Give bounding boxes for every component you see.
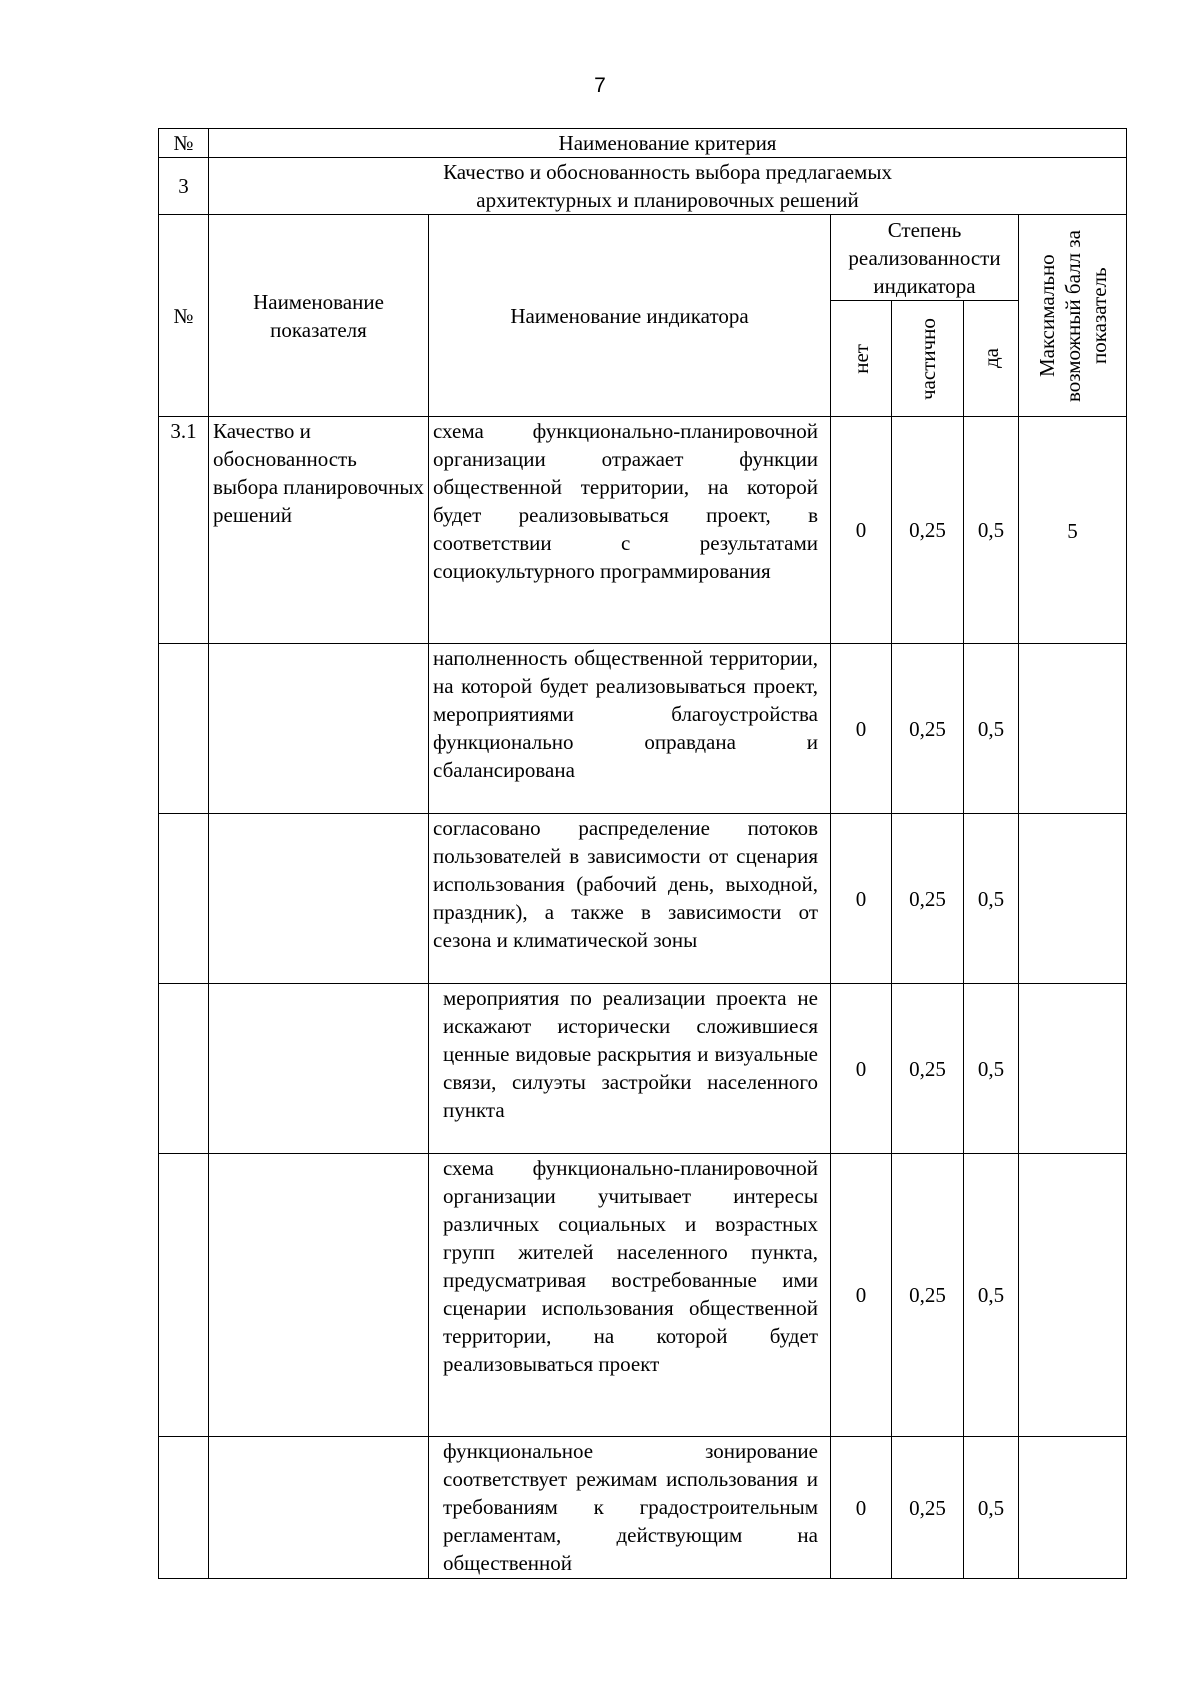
indicator-name (209, 644, 429, 814)
indicator-name: Качество и обоснованность выбора планировочных решений (209, 417, 429, 644)
max-score (1019, 814, 1127, 984)
indicator-text: схема функционально-планировочной организации учитывает интересы различных социальных и возрастных групп жителей населенного пункта, предусматривая востребованные ими сценарии использования общественной территории, на которой будет реализовываться проект (429, 1154, 831, 1437)
max-score (1019, 1154, 1127, 1437)
max-score: 5 (1019, 417, 1127, 644)
yes-value: 0,5 (964, 417, 1019, 644)
row-number (159, 1437, 209, 1579)
degree-yes-text: да (979, 348, 1003, 369)
table-row (159, 814, 1127, 984)
criterion-title-line1: Качество и обоснованность выбора предлагаемых (443, 160, 892, 184)
yes-value: 0,5 (964, 814, 1019, 984)
max-score-header-text: Максимально возможный балл за показатель (1034, 229, 1111, 402)
degree-partial-header (892, 301, 964, 417)
criteria-table (158, 128, 1127, 1579)
table-row (159, 984, 1127, 1154)
criterion-title-line2: архитектурных и планировочных решений (476, 188, 859, 212)
no-value: 0 (831, 1154, 892, 1437)
yes-value: 0,5 (964, 984, 1019, 1154)
indicator-name (209, 984, 429, 1154)
indicator-name (209, 814, 429, 984)
partial-value: 0,25 (892, 814, 964, 984)
no-value: 0 (831, 984, 892, 1154)
criterion-title (209, 158, 1127, 215)
yes-value: 0,5 (964, 644, 1019, 814)
indicator-name-header: Наименование показателя (209, 215, 429, 417)
partial-value: 0,25 (892, 1154, 964, 1437)
partial-value: 0,25 (892, 644, 964, 814)
degree-no-header (831, 301, 892, 417)
criterion-label: Наименование критерия (209, 129, 1127, 158)
table-row (159, 1154, 1127, 1437)
degree-no-text: нет (849, 343, 873, 374)
no-value: 0 (831, 417, 892, 644)
header-no-cell: № (159, 129, 209, 158)
no-value: 0 (831, 644, 892, 814)
partial-value: 0,25 (892, 984, 964, 1154)
indicator-text: схема функционально-планировочной организации отражает функции общественной территории, на которой будет реализовываться проект, в соответствии с результатами социокультурного программирования (429, 417, 831, 644)
row-number (159, 984, 209, 1154)
row-number (159, 814, 209, 984)
indicator-name (209, 1154, 429, 1437)
indicator-text: функциональное зонирование соответствует режимам использования и требованиям к градостроительным регламентам, действующим на общественной (429, 1437, 831, 1579)
degree-yes-header (964, 301, 1019, 417)
indicator-name (209, 1437, 429, 1579)
max-score (1019, 984, 1127, 1154)
no-value: 0 (831, 814, 892, 984)
yes-value: 0,5 (964, 1154, 1019, 1437)
partial-value: 0,25 (892, 1437, 964, 1579)
page-number: 7 (594, 74, 606, 97)
yes-value: 0,5 (964, 1437, 1019, 1579)
degree-partial-text: частично (915, 317, 940, 400)
indicator-text: мероприятия по реализации проекта не искажают исторически сложившиеся ценные видовые раскрытия и визуальные связи, силуэты застройки населенного пункта (429, 984, 831, 1154)
indicator-text: наполненность общественной территории, на которой будет реализовываться проект, мероприятиями благоустройства функционально оправдана и сбалансирована (429, 644, 831, 814)
table-row (159, 417, 1127, 644)
indicator-item-header: Наименование индикатора (429, 215, 831, 417)
indicator-no-header: № (159, 215, 209, 417)
max-score (1019, 644, 1127, 814)
max-score (1019, 1437, 1127, 1579)
max-score-header (1019, 215, 1127, 417)
table-row (159, 644, 1127, 814)
no-value: 0 (831, 1437, 892, 1579)
row-number (159, 644, 209, 814)
partial-value: 0,25 (892, 417, 964, 644)
degree-header: Степень реализованности индикатора (831, 215, 1019, 301)
row-number: 3.1 (159, 417, 209, 644)
table-row (159, 1437, 1127, 1579)
row-number (159, 1154, 209, 1437)
indicator-text: согласовано распределение потоков пользователей в зависимости от сценария использования (рабочий день, выходной, праздник), а также в зависимости от сезона и климатической зоны (429, 814, 831, 984)
criterion-number: 3 (159, 158, 209, 215)
